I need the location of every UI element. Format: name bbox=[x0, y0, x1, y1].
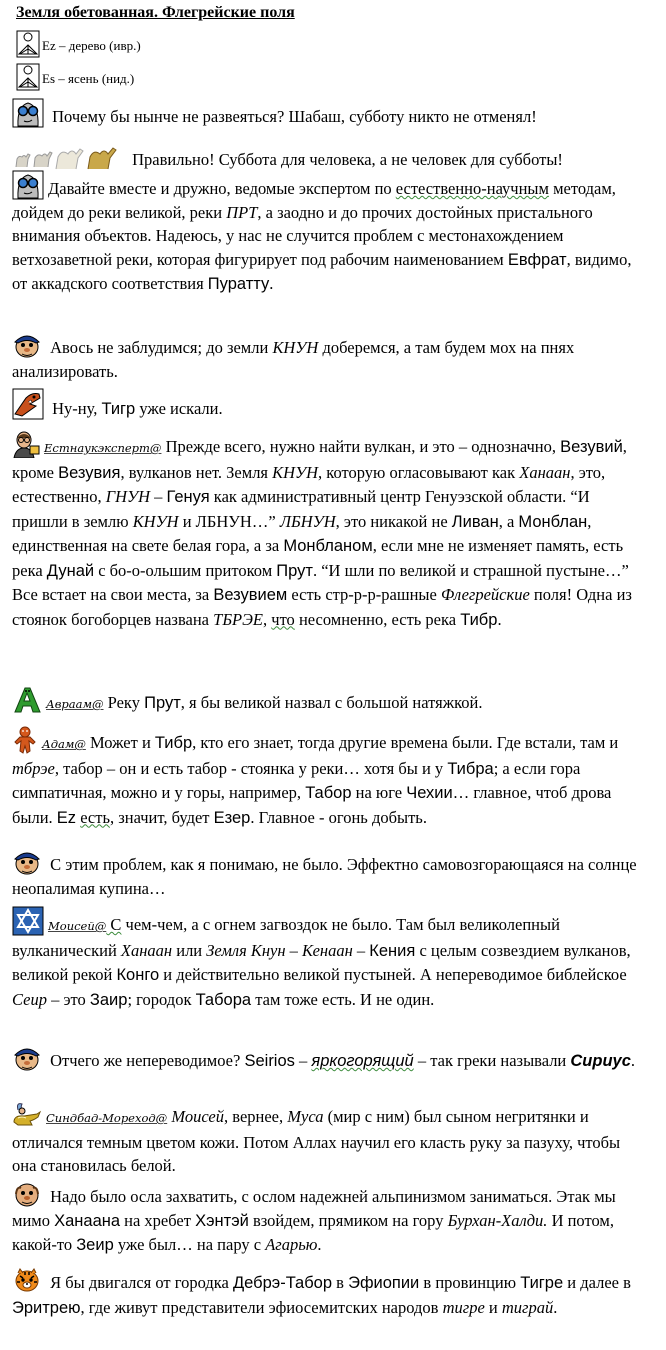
term-tigray: Тигре bbox=[520, 1274, 564, 1292]
post-text: Я бы двигался от городка bbox=[50, 1273, 233, 1292]
post-text: , а bbox=[498, 511, 519, 531]
post-6 bbox=[12, 430, 648, 632]
post-text: уже был… на пару с bbox=[113, 1235, 266, 1254]
post-text: , вернее, bbox=[224, 1107, 288, 1126]
term-musa: Муса bbox=[287, 1107, 324, 1126]
term-tabor: Табор bbox=[305, 784, 352, 802]
book-person-icon bbox=[16, 30, 40, 58]
post-10 bbox=[12, 906, 648, 1012]
post-text: – так греки называли bbox=[413, 1051, 571, 1070]
post-text: , которую огласовывают как bbox=[318, 462, 520, 482]
term-puratu: Пуратту bbox=[207, 275, 270, 293]
post-text: и далее в bbox=[563, 1273, 631, 1292]
post-text: . bbox=[497, 609, 502, 629]
post-text: , если мне не изменяет память, есть река bbox=[12, 536, 624, 580]
post-text: , это, естественно, bbox=[12, 462, 606, 506]
post-text: взойдем, прямиком на гору bbox=[248, 1210, 448, 1230]
term-knun: КНУН bbox=[272, 338, 319, 357]
term-brightburning: яркогорящий bbox=[311, 1052, 414, 1070]
term-ethiopia: Эфиопии bbox=[348, 1274, 420, 1292]
term-canaan: Ханаан bbox=[120, 940, 173, 960]
post-text: в bbox=[332, 1273, 349, 1292]
glasses-face-icon bbox=[12, 98, 44, 128]
term-tigris: Тигр bbox=[101, 400, 136, 418]
post-text: доберемся, а там будем мох на пнях анализировать. bbox=[12, 338, 575, 381]
post-text: , где живут представители эфиосемитских народов bbox=[80, 1297, 443, 1317]
term-burkhan: Бурхан-Халди. bbox=[447, 1210, 548, 1230]
term-montblanc-ins: Монбланом bbox=[283, 537, 373, 555]
term-genoa: Генуя bbox=[166, 488, 210, 506]
post-text: Отчего же непереводимое? bbox=[50, 1051, 245, 1070]
term-khentii: Хэнтэй bbox=[195, 1211, 249, 1230]
term-lbnun: ЛБНУН bbox=[279, 511, 336, 531]
post-14 bbox=[12, 1266, 648, 1320]
post-text: . bbox=[553, 1297, 558, 1317]
term-congo: Конго bbox=[116, 966, 160, 984]
star-of-david-icon bbox=[12, 906, 44, 936]
term-ezer: Езер bbox=[213, 808, 251, 827]
term-seir: Сеир bbox=[12, 989, 47, 1009]
post-text: есть стр-р-р-рашные bbox=[287, 585, 441, 604]
post-text: Давайте вместе и дружно, ведомые экспертом по bbox=[48, 179, 396, 198]
post-text: – bbox=[352, 940, 370, 960]
post-1 bbox=[12, 98, 648, 129]
term-chto: что bbox=[271, 609, 295, 629]
bald-man-icon bbox=[12, 1180, 42, 1208]
term-canaan: Ханаан bbox=[519, 462, 571, 482]
crocodile-icon bbox=[12, 388, 44, 420]
term-prut: Прут bbox=[276, 561, 313, 580]
cap-man-icon bbox=[12, 1044, 42, 1072]
note-ez bbox=[16, 30, 141, 58]
post-text: Прежде всего, нужно найти вулкан, и это – однозначно, bbox=[161, 437, 561, 456]
post-text: Может и bbox=[85, 733, 155, 752]
post-text: чем-чем, а с огнем загвоздок не было. Там был великолепный вулканический bbox=[12, 915, 560, 960]
post-text: несомненно, есть река bbox=[294, 609, 461, 629]
post-text: – bbox=[150, 487, 167, 506]
gingerbread-icon bbox=[12, 726, 38, 754]
post-text: , bbox=[263, 609, 272, 629]
post-text: , вулканов нет. Земля bbox=[120, 462, 273, 482]
term-vesuvius-ins: Везувием bbox=[213, 586, 288, 604]
note-text: Es – ясень (нид.) bbox=[42, 71, 135, 86]
nickname: Авраам@ bbox=[46, 697, 104, 711]
post-text: , а заодно и до прочих достойных пристального внимания объектов. Надеюсь, у нас не случится проблем с местонахождением ветхозаветной реки, которая фигурирует под рабочим наименованием bbox=[12, 202, 593, 269]
book-person-icon bbox=[16, 63, 40, 91]
post-text: на хребет bbox=[120, 1210, 196, 1230]
post-text: Реку bbox=[103, 693, 145, 712]
post-text: методам, дойдем до реки великой, реки bbox=[12, 179, 616, 222]
post-text: уже искали. bbox=[135, 399, 223, 418]
term-vesuvius: Везувий bbox=[560, 438, 623, 456]
post-text: и bbox=[484, 1297, 502, 1317]
term-tabora: Табора bbox=[195, 990, 252, 1009]
post-text: . “И шли по великой и страшной пустыне…” Все встает на свои места, за bbox=[12, 560, 629, 604]
nickname: Естнаукэксперт@ bbox=[44, 441, 162, 455]
note-es bbox=[16, 63, 134, 91]
term-prut: Прут bbox=[144, 694, 181, 712]
post-text: с бо-о-ольшим притоком bbox=[94, 560, 277, 580]
term-prt: ПРТ bbox=[226, 202, 258, 222]
post-text: , кто его знает, тогда другие времена были. Где встали, там и bbox=[192, 733, 619, 752]
term-knun: КНУН bbox=[272, 462, 319, 482]
post-text: , я бы великой назвал с большой натяжкой. bbox=[180, 693, 483, 712]
post-text: ; городок bbox=[127, 989, 196, 1009]
post-text: и ЛБНУН…” bbox=[178, 511, 280, 531]
term-eritrea: Эритрею bbox=[12, 1298, 81, 1317]
post-12 bbox=[12, 1100, 648, 1178]
term-montblanc: Монблан bbox=[518, 512, 588, 531]
post-text: . bbox=[630, 1051, 636, 1070]
post-text: Ну-ну, bbox=[52, 399, 102, 418]
post-9 bbox=[12, 848, 648, 900]
term-est: есть bbox=[80, 807, 110, 827]
post-text: . Главное - огонь добыть. bbox=[250, 807, 427, 827]
post-text: – это bbox=[46, 989, 90, 1009]
post-text: Почему бы нынче не развеяться? Шабаш, субботу никто не отменял! bbox=[52, 107, 537, 126]
post-text: , единственная на свете белая гора, а за bbox=[12, 511, 592, 555]
post-text: с целым созвездием вулканов, великой рекой bbox=[12, 940, 631, 984]
post-text: , видимо, от аккадского соответствия bbox=[12, 249, 632, 293]
term-land-knun: Земля Кнун – Кенаан bbox=[206, 940, 353, 960]
post-8 bbox=[12, 726, 648, 830]
post-text: . bbox=[269, 274, 274, 293]
term-canaan-gen: Ханаана bbox=[54, 1211, 121, 1230]
term-lebanon: Ливан bbox=[451, 512, 499, 531]
genie-lamp-icon bbox=[12, 1100, 42, 1128]
tiger-icon bbox=[12, 1266, 42, 1294]
term-seirios: Seirios bbox=[244, 1052, 295, 1070]
post-text: … главное, чтоб дрова были. bbox=[12, 783, 612, 827]
term-tbree: тбрэе bbox=[12, 758, 55, 778]
note-text: Ez – дерево (ивр.) bbox=[42, 38, 141, 53]
post-text: , это никакой не bbox=[335, 511, 452, 531]
post-text: как административный центр Генуэзской области. “И пришли в землю bbox=[12, 487, 590, 531]
term-tigrai: тиграй bbox=[501, 1297, 554, 1317]
term-phlegraean: Флегрейские bbox=[440, 585, 530, 604]
post-2 bbox=[12, 145, 648, 172]
term-tiber: Тибр bbox=[460, 610, 498, 629]
term-text: естественно-научным bbox=[395, 179, 549, 198]
post-text: или bbox=[172, 940, 207, 960]
post-text: С этим проблем, как я понимаю, не было. Эффектно самовозгорающаяся на солнце неопалимая купина… bbox=[12, 855, 637, 898]
post-11 bbox=[12, 1044, 648, 1074]
post-text: ; а если гора симпатичная, можно и у горы, например, bbox=[12, 758, 581, 802]
term-tiber-gen: Тибра bbox=[447, 759, 494, 778]
camels-icon bbox=[12, 145, 124, 171]
page-title: Земля обетованная. Флегрейские поля bbox=[16, 4, 295, 21]
post-5 bbox=[12, 388, 648, 422]
post-4 bbox=[12, 331, 648, 383]
post-text: на юге bbox=[351, 783, 407, 802]
term-tbree: ТБРЭЕ bbox=[213, 609, 264, 629]
term-hagar: Агарью bbox=[265, 1235, 318, 1254]
post-text: (мир с ним) был сыном негритянки и отличался темным цветом кожи. Потом Аллах научил его класть руку за пазуху, чтобы она становилась белой. bbox=[12, 1107, 621, 1175]
post-text: Правильно! Суббота для человека, а не человек для субботы! bbox=[132, 150, 563, 169]
term-zeir: Зеир bbox=[76, 1236, 114, 1254]
term-czechia: Чехии bbox=[406, 784, 453, 802]
term-tiber: Тибр bbox=[154, 734, 193, 752]
post-text: поля! Одна из стоянок богоборцев названа bbox=[12, 585, 632, 629]
post-text: С bbox=[106, 915, 122, 934]
expert-icon bbox=[12, 430, 40, 458]
nickname: Адам@ bbox=[42, 737, 86, 751]
post-13 bbox=[12, 1180, 648, 1258]
post-text: И потом, какой-то bbox=[12, 1210, 614, 1254]
term-danube: Дунай bbox=[46, 561, 95, 580]
term-zaire: Заир bbox=[89, 990, 128, 1009]
post-3 bbox=[12, 170, 648, 297]
post-text: – bbox=[294, 1051, 312, 1070]
glasses-face-icon bbox=[12, 170, 44, 200]
post-text: Надо было осла захватить, с ослом надежней альпинизмом заниматься. Этак мы мимо bbox=[12, 1187, 616, 1230]
term-ez: Ez bbox=[56, 808, 77, 827]
term-vesuvius-gen: Везувия bbox=[58, 463, 121, 482]
post-text: , табор – он и есть табор - стоянка у реки… хотя бы и у bbox=[54, 758, 448, 778]
cap-man-icon bbox=[12, 848, 42, 876]
post-text: и действительно великой пустыней. А непереводимое библейское bbox=[159, 965, 627, 984]
nickname: Синдбад-Мореход@ bbox=[46, 1111, 168, 1125]
green-a-icon bbox=[12, 686, 42, 714]
post-text: Авось не заблудимся; до земли bbox=[50, 338, 273, 357]
term-tigre: тигре bbox=[442, 1297, 485, 1317]
term-gnun: ГНУН bbox=[105, 487, 151, 506]
post-text: . bbox=[317, 1235, 322, 1254]
term-euphrates: Евфрат bbox=[507, 250, 567, 269]
post-text: , значит, будет bbox=[109, 807, 214, 827]
cap-man-icon bbox=[12, 331, 42, 359]
post-text: там тоже есть. И не один. bbox=[251, 989, 435, 1009]
post-text: , кроме bbox=[12, 437, 627, 482]
nickname: Моисей@ bbox=[48, 919, 107, 933]
post-7 bbox=[12, 686, 648, 717]
post-text: в провинцию bbox=[419, 1273, 521, 1292]
term-sirius: Сириус bbox=[570, 1052, 631, 1070]
term-debre-tabor: Дебрэ-Табор bbox=[233, 1274, 333, 1292]
term-moses: Моисей bbox=[171, 1107, 225, 1126]
term-knun: КНУН bbox=[132, 511, 179, 531]
term-kenya: Кения bbox=[369, 941, 416, 960]
